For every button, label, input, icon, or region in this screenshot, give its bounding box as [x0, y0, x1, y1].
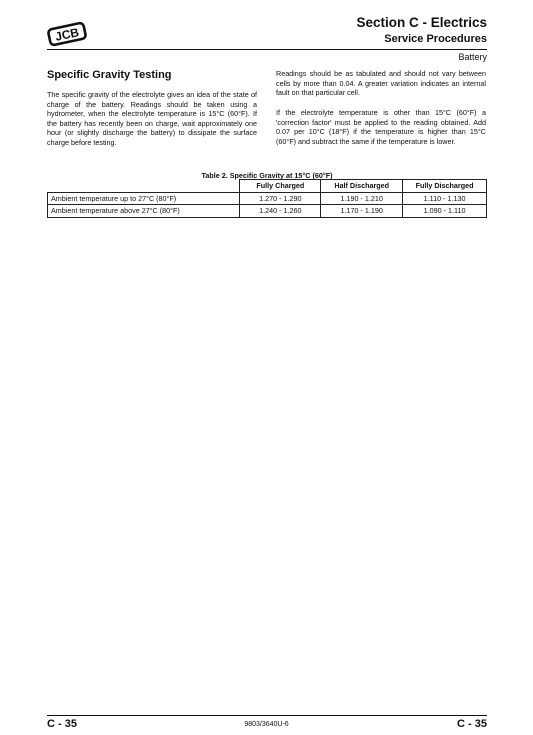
section-heading: Specific Gravity Testing	[47, 69, 172, 81]
header-divider	[47, 49, 487, 50]
table-row	[48, 192, 487, 205]
page-number-right: C - 35	[457, 718, 487, 730]
table-cell: 1.170 - 1.190	[321, 205, 403, 218]
page-number-left: C - 35	[47, 718, 77, 730]
table-cell: 1.190 - 1.210	[321, 192, 403, 205]
table-header-fully-discharged: Fully Discharged	[403, 180, 487, 193]
svg-text:JCB: JCB	[53, 25, 81, 44]
table-cell: 1.090 - 1.110	[403, 205, 487, 218]
section-title: Section C - Electrics	[356, 15, 487, 30]
table-header-row	[48, 180, 487, 193]
footer-divider	[47, 715, 487, 716]
section-subtitle: Service Procedures	[384, 33, 487, 45]
table-header-half-discharged: Half Discharged	[321, 180, 403, 193]
topic-label: Battery	[458, 52, 487, 62]
document-number: 9803/3640U-6	[244, 721, 289, 728]
right-paragraph-1: Readings should be as tabulated and should not vary between cells by more than 0.04. A greater variation indicates an internal fault on that particular cell.	[276, 69, 486, 98]
table-cell: 1.240 - 1.260	[240, 205, 321, 218]
table-header-blank	[48, 180, 240, 193]
jcb-logo	[47, 21, 87, 47]
table-row-label: Ambient temperature above 27°C (80°F)	[48, 205, 240, 218]
left-paragraph: The specific gravity of the electrolyte gives an idea of the state of charge of the battery. Readings should be taken using a hydrometer, when the electrolyte temperature is 15°C (60°F). If the battery has recently been on charge, wait approximately one hour (or slightly discharge the battery) to dissipate the surface charge before testing.	[47, 90, 257, 147]
table-row	[48, 205, 487, 218]
table-header-fully-charged: Fully Charged	[240, 180, 321, 193]
specific-gravity-table	[47, 179, 487, 218]
table-cell: 1.110 - 1.130	[403, 192, 487, 205]
table-caption: Table 2. Specific Gravity at 15°C (60°F)	[201, 171, 333, 180]
table-cell: 1.270 - 1.290	[240, 192, 321, 205]
right-paragraph-2: If the electrolyte temperature is other than 15°C (60°F) a 'correction factor' must be applied to the reading obtained. Add 0.07 per 10°C (18°F) if the temperature is higher than 15°C (60°F) and subtract the same if the temperature is lower.	[276, 108, 486, 146]
table-row-label: Ambient temperature up to 27°C (80°F)	[48, 192, 240, 205]
